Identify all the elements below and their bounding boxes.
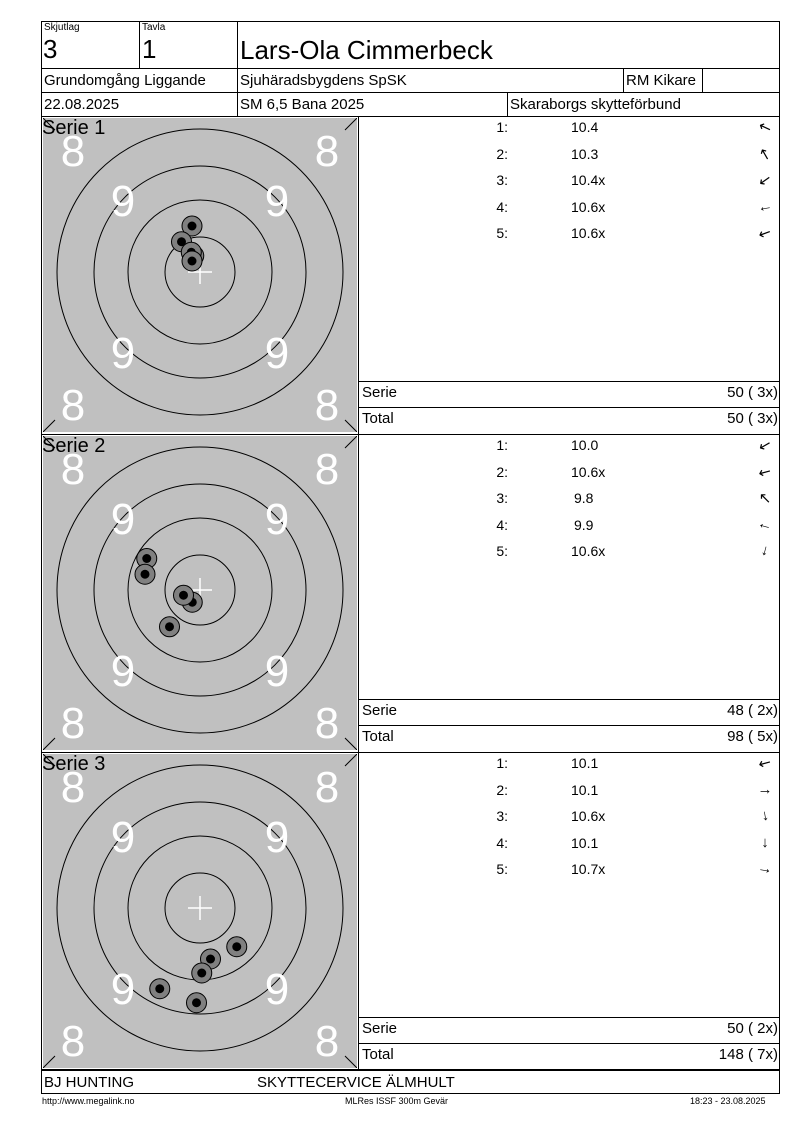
shot-number: 2: [496, 145, 508, 162]
federation-label: Skaraborgs skytteförbund [510, 96, 681, 113]
ring-number: 8 [60, 127, 86, 176]
shot-direction-arrow-icon: ↖ [756, 117, 774, 138]
shot-score: 10.1 [571, 834, 599, 851]
ring-number: 8 [60, 699, 86, 748]
total-label: Total [362, 1046, 394, 1063]
shooter-name: Lars-Ola Cimmerbeck [240, 35, 493, 65]
shot-score: 10.3 [571, 145, 599, 162]
series-title: Serie 3 [42, 753, 106, 775]
shot-score: 9.8 [574, 490, 594, 506]
shot-number: 4: [496, 834, 508, 851]
shot-number: 2: [496, 781, 508, 798]
shot-number: 5: [496, 225, 508, 241]
ring-number: 9 [264, 177, 290, 226]
ring-number: 8 [314, 1017, 340, 1066]
shot-direction-arrow-icon: ↖ [756, 144, 774, 164]
shot-score: 10.1 [571, 755, 599, 771]
ring-number: 8 [314, 445, 340, 494]
shot-score: 9.9 [574, 516, 594, 533]
class-label: Grundomgång Liggande [44, 72, 206, 89]
tavla-label: Tavla [142, 22, 166, 33]
shot-impact-center [179, 591, 188, 600]
ring-number: 8 [60, 763, 86, 812]
sight-label: RM Kikare [626, 72, 697, 89]
target-card [43, 754, 357, 1068]
serie-label: Serie [362, 1020, 398, 1037]
series-title: Serie 1 [42, 117, 106, 139]
shot-number: 3: [496, 172, 508, 188]
shot-direction-arrow-icon: ↓ [761, 833, 769, 851]
ring-number: 9 [110, 177, 136, 226]
shot-impact-center [197, 969, 206, 978]
serie-score: 50 ( 2x) [727, 1020, 778, 1037]
sponsor-left: BJ HUNTING [44, 1074, 134, 1091]
series-title: Serie 2 [42, 435, 106, 457]
shot-number: 2: [496, 463, 508, 480]
shot-impact-center [232, 942, 241, 951]
shot-direction-arrow-icon: ↓ [759, 806, 771, 825]
total-score: 98 ( 5x) [727, 728, 778, 745]
shot-number: 5: [496, 543, 508, 559]
target-card [43, 118, 357, 432]
competition-label: SM 6,5 Bana 2025 [240, 96, 365, 113]
club-label: Sjuhäradsbygdens SpSK [240, 72, 407, 89]
total-label: Total [362, 728, 394, 745]
ring-number: 9 [110, 329, 136, 378]
shot-direction-arrow-icon: → [756, 858, 774, 879]
footer-url: http://www.megalink.no [42, 1096, 135, 1106]
serie-score: 50 ( 3x) [727, 384, 778, 401]
ring-number: 8 [314, 381, 340, 430]
ring-number: 9 [110, 965, 136, 1014]
shot-impact-center [192, 998, 201, 1007]
shot-number: 3: [496, 490, 508, 506]
ring-number: 9 [264, 813, 290, 862]
total-score: 148 ( 7x) [718, 1046, 778, 1063]
serie-label: Serie [362, 702, 398, 719]
shot-direction-arrow-icon: → [757, 780, 773, 798]
shot-impact-center [142, 554, 151, 563]
shot-direction-arrow-icon: ↙ [755, 223, 775, 244]
shot-direction-arrow-icon: ← [756, 196, 774, 216]
shot-direction-arrow-icon: ↙ [757, 171, 773, 190]
total-label: Total [362, 410, 394, 427]
shot-score: 10.0 [571, 437, 599, 453]
shot-direction-arrow-icon: ↖ [758, 490, 772, 507]
ring-number: 9 [264, 329, 290, 378]
shot-score: 10.4 [571, 119, 599, 135]
shot-impact-center [155, 984, 164, 993]
shot-score: 10.1 [571, 781, 599, 798]
shot-score: 10.6x [571, 198, 606, 215]
tavla-value: 1 [142, 34, 157, 64]
ring-number: 8 [60, 445, 86, 494]
shot-score: 10.6x [571, 543, 606, 559]
serie-label: Serie [362, 384, 398, 401]
ring-number: 8 [314, 699, 340, 748]
shot-direction-arrow-icon: ↙ [755, 461, 775, 483]
shot-number: 1: [496, 755, 508, 771]
shot-score: 10.6x [571, 808, 606, 824]
ring-number: 9 [264, 495, 290, 544]
shot-direction-arrow-icon: ← [755, 513, 775, 535]
shot-direction-arrow-icon: ↙ [756, 435, 774, 456]
shot-score: 10.4x [571, 172, 606, 188]
sponsor-center: SKYTTECERVICE ÄLMHULT [257, 1074, 455, 1091]
serie-score: 48 ( 2x) [727, 702, 778, 719]
ring-number: 9 [110, 813, 136, 862]
shot-number: 3: [496, 808, 508, 824]
shot-score: 10.6x [571, 463, 606, 480]
total-score: 50 ( 3x) [727, 410, 778, 427]
shot-impact-center [188, 257, 197, 266]
shot-direction-arrow-icon: ↙ [755, 752, 775, 774]
shot-direction-arrow-icon: ↓ [759, 541, 771, 560]
date-label: 22.08.2025 [44, 96, 120, 113]
shot-impact-center [206, 955, 215, 964]
ring-number: 9 [264, 965, 290, 1014]
shot-number: 4: [496, 516, 508, 533]
shot-score: 10.6x [571, 225, 606, 241]
shot-number: 5: [496, 861, 508, 877]
footer-program: MLRes ISSF 300m Gevär [345, 1096, 449, 1106]
ring-number: 9 [264, 647, 290, 696]
ring-number: 9 [110, 647, 136, 696]
ring-number: 8 [60, 1017, 86, 1066]
ring-number: 9 [110, 495, 136, 544]
skjutlag-label: Skjutlag [44, 22, 80, 33]
shot-number: 1: [496, 437, 508, 453]
shot-impact-center [141, 570, 150, 579]
ring-number: 8 [314, 127, 340, 176]
target-card [43, 436, 357, 750]
skjutlag-value: 3 [43, 34, 58, 64]
shot-number: 4: [496, 198, 508, 215]
shot-score: 10.7x [571, 861, 606, 877]
shot-impact-center [188, 222, 197, 231]
footer-timestamp: 18:23 - 23.08.2025 [690, 1096, 766, 1106]
ring-number: 8 [314, 763, 340, 812]
shot-number: 1: [496, 119, 508, 135]
shot-impact-center [165, 622, 174, 631]
ring-number: 8 [60, 381, 86, 430]
